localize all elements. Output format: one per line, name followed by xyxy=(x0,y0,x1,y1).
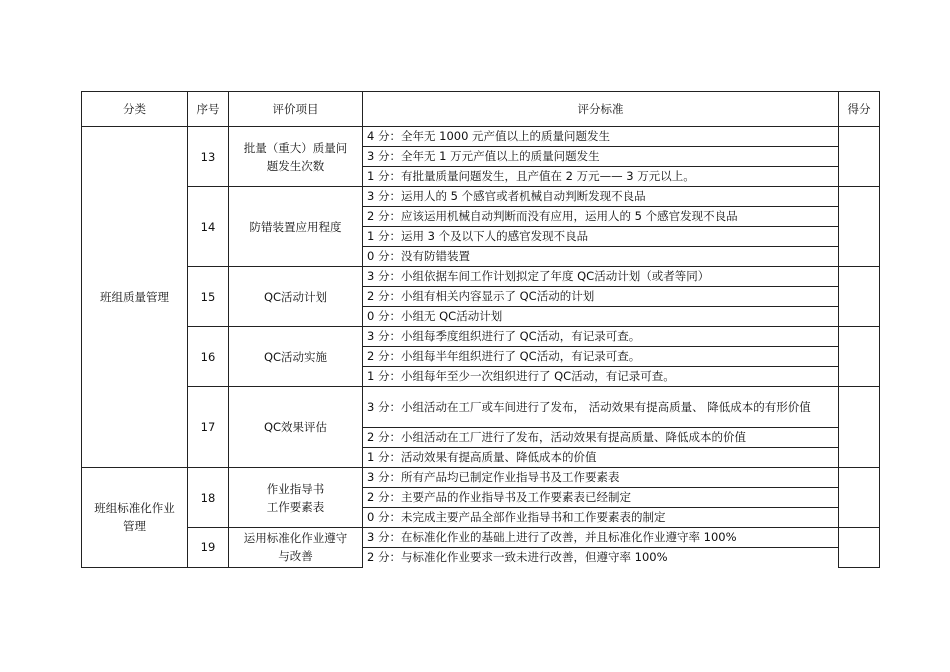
table-row xyxy=(82,528,880,548)
item-name-cell xyxy=(229,327,363,387)
item-number: 14 xyxy=(188,187,229,267)
category-label: 管理 xyxy=(123,519,146,534)
header-category: 分类 xyxy=(82,92,188,127)
criterion-text: 3 分：小组每季度组织进行了 QC活动，有记录可查。 xyxy=(363,327,839,347)
table-row xyxy=(82,327,880,347)
item-name-line: 批量（重大）质量问 xyxy=(243,140,348,155)
header-item: 评价项目 xyxy=(229,92,363,127)
evaluation-table xyxy=(81,91,880,568)
score-cell xyxy=(839,327,880,387)
item-name-line: QC活动计划 xyxy=(263,289,328,304)
item-name-line: 与改善 xyxy=(278,549,313,564)
table-row xyxy=(82,468,880,488)
table-row xyxy=(82,267,880,287)
criterion-text: 1 分：活动效果有提高质量、降低成本的价值 xyxy=(363,448,839,468)
criterion-text: 1 分：有批量质量问题发生，且产值在 2 万元—— 3 万元以上。 xyxy=(363,167,839,187)
item-name-cell xyxy=(229,187,363,267)
item-name-line: 运用标准化作业遵守 xyxy=(243,531,348,546)
item-name-line: QC活动实施 xyxy=(263,349,328,364)
criterion-text: 0 分：未完成主要产品全部作业指导书和工作要素表的制定 xyxy=(363,508,839,528)
item-number: 15 xyxy=(188,267,229,327)
item-number: 16 xyxy=(188,327,229,387)
item-name-cell xyxy=(229,267,363,327)
criterion-text: 2 分：小组每半年组织进行了 QC活动，有记录可查。 xyxy=(363,347,839,367)
item-name-cell xyxy=(229,387,363,468)
criterion-text: 3 分：所有产品均已制定作业指导书及工作要素表 xyxy=(363,468,839,488)
score-cell xyxy=(839,468,880,528)
score-cell xyxy=(839,267,880,327)
criterion-text: 1 分：运用 3 个及以下人的感官发现不良品 xyxy=(363,227,839,247)
header-num: 序号 xyxy=(188,92,229,127)
criterion-text: 3 分：全年无 1 万元产值以上的质量问题发生 xyxy=(363,147,839,167)
score-cell xyxy=(839,528,880,568)
item-name-line: 工作要素表 xyxy=(266,499,325,514)
item-name-cell xyxy=(229,468,363,528)
table-row xyxy=(82,187,880,207)
criterion-text: 2 分：小组有相关内容显示了 QC活动的计划 xyxy=(363,287,839,307)
item-number: 17 xyxy=(188,387,229,468)
criterion-text: 3 分：运用人的 5 个感官或者机械自动判断发现不良品 xyxy=(363,187,839,207)
category-cell xyxy=(82,468,188,568)
item-name-cell xyxy=(229,528,363,568)
score-cell xyxy=(839,187,880,267)
item-name-line: 防错装置应用程度 xyxy=(249,219,342,234)
criterion-text: 0 分：小组无 QC活动计划 xyxy=(363,307,839,327)
criterion-text: 2 分：与标准化作业要求一致未进行改善，但遵守率 100% xyxy=(363,548,839,568)
criterion-text: 0 分：没有防错装置 xyxy=(363,247,839,267)
table-row xyxy=(82,127,880,147)
category-label: 班组标准化作业 xyxy=(94,501,175,516)
header-score: 得分 xyxy=(839,92,880,127)
category-cell xyxy=(82,127,188,468)
criterion-text: 4 分：全年无 1000 元产值以上的质量问题发生 xyxy=(363,127,839,147)
item-name-cell xyxy=(229,127,363,187)
criterion-text: 2 分：主要产品的作业指导书及工作要素表已经制定 xyxy=(363,488,839,508)
criterion-text: 3 分：在标准化作业的基础上进行了改善，并且标准化作业遵守率 100% xyxy=(363,528,839,548)
criterion-text: 1 分：小组每年至少一次组织进行了 QC活动，有记录可查。 xyxy=(363,367,839,387)
table-row xyxy=(82,387,880,428)
item-name-line: 题发生次数 xyxy=(266,158,325,173)
criterion-text: 3 分：小组依据车间工作计划拟定了年度 QC活动计划（或者等同） xyxy=(363,267,839,287)
category-label: 班组质量管理 xyxy=(100,290,169,304)
criterion-text: 3 分：小组活动在工厂或车间进行了发布， 活动效果有提高质量、 降低成本的有形价值 xyxy=(363,387,839,428)
header-criteria: 评分标准 xyxy=(363,92,839,127)
item-number: 13 xyxy=(188,127,229,187)
item-number: 19 xyxy=(188,528,229,568)
criterion-text: 2 分：小组活动在工厂进行了发布，活动效果有提高质量、降低成本的价值 xyxy=(363,428,839,448)
criterion-text: 2 分：应该运用机械自动判断而没有应用，运用人的 5 个感官发现不良品 xyxy=(363,207,839,227)
item-number: 18 xyxy=(188,468,229,528)
score-cell xyxy=(839,387,880,468)
header-row xyxy=(82,92,880,127)
score-cell xyxy=(839,127,880,187)
item-name-line: QC效果评估 xyxy=(263,420,328,434)
item-name-line: 作业指导书 xyxy=(266,481,325,496)
